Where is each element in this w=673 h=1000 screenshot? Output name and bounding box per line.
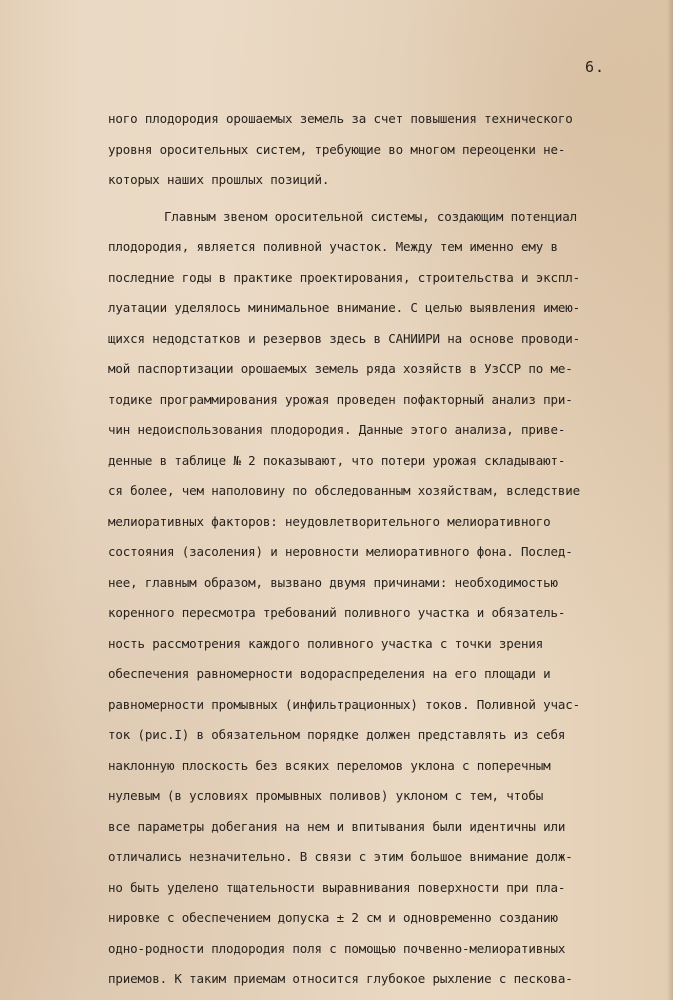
text-line: последние годы в практике проектирования, строительства и экспл-: [108, 269, 581, 285]
body-text: [108, 104, 653, 995]
text-line: мой паспортизации орошаемых земель ряда хозяйств в УзССР по ме-: [108, 361, 573, 376]
page-number: 6.: [585, 58, 606, 76]
text-line: Главным звеном оросительной системы, создающим потенциал: [164, 208, 578, 224]
text-line: тодике программирования урожая проведен пофакторный анализ при-: [108, 391, 573, 407]
text-line: луатации уделялось минимальное внимание. С целью выявления имею-: [108, 300, 581, 315]
text-line: щихся недодстатков и резервов здесь в САНИИРИ на основе проводи-: [108, 330, 581, 346]
text-line: нировке с обеспечением допуска ± 2 см и одновременно созданию: [108, 910, 558, 925]
text-line: обеспечения равномерности водораспределения на его площади и: [108, 666, 551, 681]
text-line: коренного пересмотра требований поливного участка и обязатель-: [108, 605, 566, 620]
text-line: уровня оросительных систем, требующие во многом переоценки не-: [108, 141, 566, 157]
text-line: равномерности промывных (инфильтрационных) токов. Поливной учас-: [108, 696, 581, 712]
text-line: ся более, чем наполовину по обследованным хозяйствам, вследствие: [108, 483, 581, 498]
text-line: нулевым (в условиях промывных поливов) уклоном с тем, чтобы: [108, 788, 544, 803]
page-edge-shadow: [667, 0, 673, 1000]
text-line: ность рассмотрения каждого поливного участка с точки зрения: [108, 635, 544, 651]
text-line: все параметры добегания на нем и впитывания были идентичны или: [108, 818, 566, 834]
text-line: отличались незначительно. В связи с этим большое внимание долж-: [108, 849, 573, 864]
text-line: нее, главным образом, вызвано двумя причинами: необходимостью: [108, 574, 558, 590]
text-line: но быть уделено тщательности выравнивания поверхности при пла-: [108, 879, 566, 895]
text-line: ток (рис.I) в обязательном порядке должен представлять из себя: [108, 727, 566, 742]
text-line: денные в таблице № 2 показывают, что потери урожая складывают-: [108, 452, 566, 468]
text-line: ного плодородия орошаемых земель за счет повышения технического: [108, 111, 573, 126]
text-line: приемов. К таким приемам относится глубокое рыхление с пескова-: [108, 971, 573, 986]
text-line: одно-родности плодородия поля с помощью почвенно-мелиоративных: [108, 940, 566, 956]
text-line: мелиоративных факторов: неудовлетворительного мелиоративного: [108, 513, 551, 529]
text-line: состояния (засоления) и неровности мелиоративного фона. Послед-: [108, 544, 573, 559]
text-line: чин недоиспользования плодородия. Данные этого анализа, приве-: [108, 422, 566, 437]
text-line: наклонную плоскость без всяких переломов уклона с поперечным: [108, 757, 551, 773]
text-line: плодородия, является поливной участок. Между тем именно ему в: [108, 239, 558, 254]
text-line: которых наших прошлых позиций.: [108, 172, 330, 187]
